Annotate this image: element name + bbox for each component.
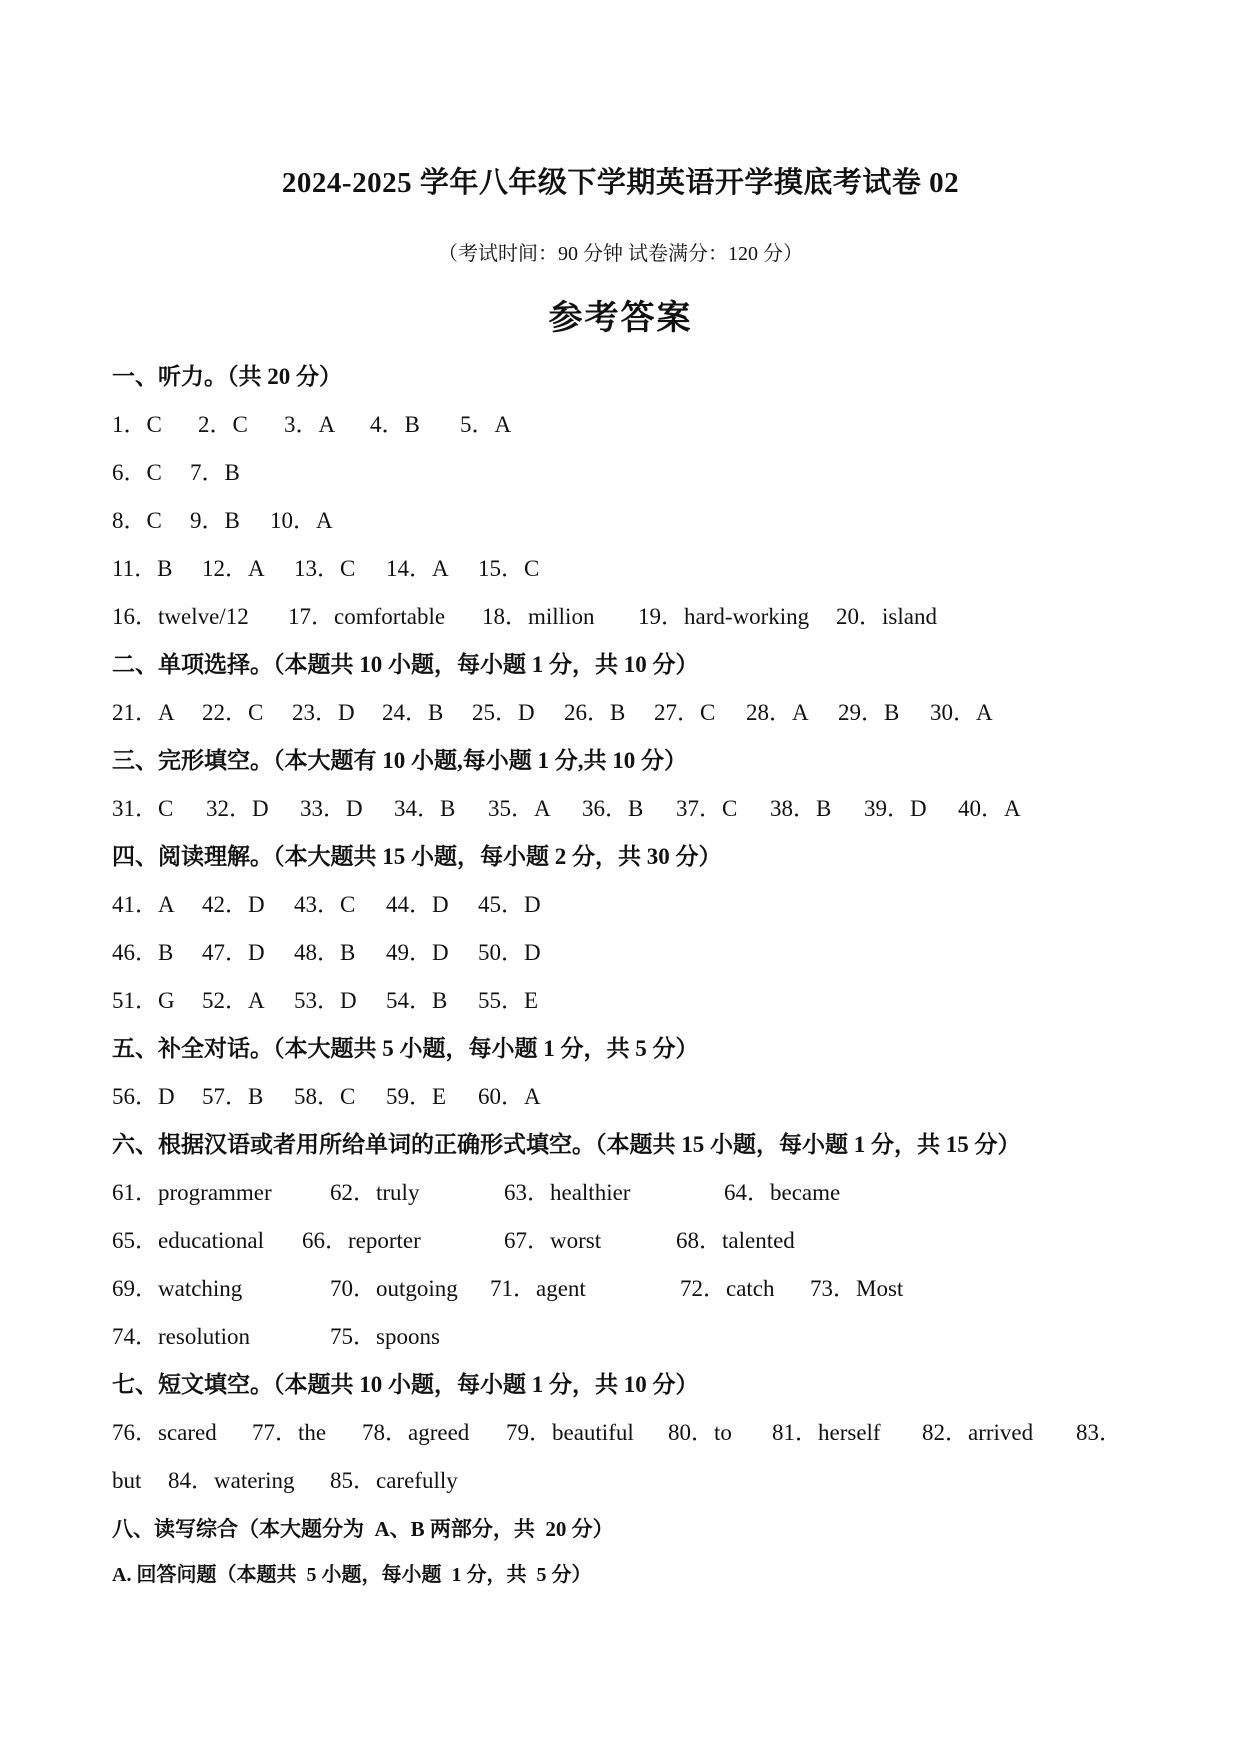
- answer-item: 85．carefully: [330, 1468, 458, 1493]
- section-heading-word-forms: 六、根据汉语或者用所给单词的正确形式填空。（本题共 15 小题，每小题 1 分，共 15 分）: [112, 1132, 1021, 1157]
- answer-item: 72．catch: [680, 1276, 775, 1301]
- section-heading-reading: 四、阅读理解。（本大题共 15 小题，每小题 2 分，共 30 分）: [112, 844, 722, 869]
- answer-item: 57．B: [202, 1084, 264, 1109]
- answer-item: 26．B: [564, 700, 626, 725]
- answer-item: 17．comfortable: [288, 604, 446, 629]
- answer-item: 49．D: [386, 940, 449, 965]
- answer-item: 19．hard-working: [638, 604, 810, 629]
- answer-item: 77．the: [252, 1420, 327, 1445]
- answer-item: 28．A: [746, 700, 809, 725]
- answer-item: 18．million: [482, 604, 595, 629]
- answer-item: 80．to: [668, 1420, 732, 1445]
- answer-item: 25．D: [472, 700, 535, 725]
- answer-item: 32．D: [206, 796, 269, 821]
- answer-item: 38．B: [770, 796, 832, 821]
- answer-item: 43．C: [294, 892, 356, 917]
- answer-item: 50．D: [478, 940, 541, 965]
- answer-item: 81．herself: [772, 1420, 881, 1445]
- answer-item: 53．D: [294, 988, 357, 1013]
- answer-item: 75．spoons: [330, 1324, 440, 1349]
- answer-item: 13．C: [294, 556, 356, 581]
- answer-item: 15．C: [478, 556, 540, 581]
- answer-item: 68．talented: [676, 1228, 795, 1253]
- answer-item: 66．reporter: [302, 1228, 421, 1253]
- answer-item: 5．A: [460, 412, 512, 437]
- section-heading-single-choice: 二、单项选择。（本题共 10 小题，每小题 1 分，共 10 分）: [112, 652, 699, 677]
- answer-item: 79．beautiful: [506, 1420, 634, 1445]
- answer-item: 37．C: [676, 796, 738, 821]
- answer-item: 8．C: [112, 508, 162, 533]
- answer-item: 20．island: [836, 604, 937, 629]
- answer-item: 41．A: [112, 892, 175, 917]
- answer-item: 36．B: [582, 796, 644, 821]
- answer-item: 60．A: [478, 1084, 541, 1109]
- answer-item: 73．Most: [810, 1276, 904, 1301]
- answer-item: 67．worst: [504, 1228, 602, 1253]
- answer-item: 55．E: [478, 988, 539, 1013]
- answer-item: 40．A: [958, 796, 1021, 821]
- answer-item: 82．arrived: [922, 1420, 1034, 1445]
- answer-item: 21．A: [112, 700, 175, 725]
- answer-item: 14．A: [386, 556, 449, 581]
- answer-item: 58．C: [294, 1084, 356, 1109]
- section-heading-listening: 一、听力。（共 20 分）: [112, 364, 342, 389]
- section-heading-read-write: 八、读写综合（本大题分为 A、B 两部分，共 20 分）: [112, 1517, 614, 1541]
- answer-item: 51．G: [112, 988, 175, 1013]
- answer-item: 71．agent: [490, 1276, 586, 1301]
- answer-item: 22．C: [202, 700, 264, 725]
- answer-item: 78．agreed: [362, 1420, 470, 1445]
- answer-item: 69．watching: [112, 1276, 243, 1301]
- answer-item: 54．B: [386, 988, 448, 1013]
- section-heading-passage-fill: 七、短文填空。（本题共 10 小题，每小题 1 分，共 10 分）: [112, 1372, 699, 1397]
- section-heading-dialogue: 五、补全对话。（本大题共 5 小题，每小题 1 分，共 5 分）: [112, 1036, 699, 1061]
- answer-item: 35．A: [488, 796, 551, 821]
- answer-item: 31．C: [112, 796, 174, 821]
- answer-item: 12．A: [202, 556, 265, 581]
- answer-item: 29．B: [838, 700, 900, 725]
- answer-item: 62．truly: [330, 1180, 420, 1205]
- answer-item: 46．B: [112, 940, 174, 965]
- answer-item: 63．healthier: [504, 1180, 631, 1205]
- answer-item: 30．A: [930, 700, 993, 725]
- answer-item: 10．A: [270, 508, 333, 533]
- answer-item: 70．outgoing: [330, 1276, 458, 1301]
- answer-item: 23．D: [292, 700, 355, 725]
- answer-item: 42．D: [202, 892, 265, 917]
- answer-item: 56．D: [112, 1084, 175, 1109]
- answer-item: 61．programmer: [112, 1180, 272, 1205]
- answer-item: 39．D: [864, 796, 927, 821]
- answer-item: 84．watering: [168, 1468, 295, 1493]
- answer-item: 11．B: [112, 556, 173, 581]
- answer-item: 9．B: [190, 508, 240, 533]
- answer-item: 65．educational: [112, 1228, 265, 1253]
- subsection-heading-questions: A. 回答问题（本题共 5 小题，每小题 1 分，共 5 分）: [112, 1564, 592, 1586]
- answer-item: 3．A: [284, 412, 336, 437]
- answer-item: but: [112, 1468, 142, 1493]
- section-heading-cloze: 三、完形填空。（本大题有 10 小题,每小题 1 分,共 10 分）: [112, 748, 687, 773]
- answer-item: 1．C: [112, 412, 162, 437]
- answer-item: 74．resolution: [112, 1324, 250, 1349]
- answer-item: 2．C: [198, 412, 248, 437]
- answer-item: 27．C: [654, 700, 716, 725]
- answer-item: 44．D: [386, 892, 449, 917]
- answer-item: 52．A: [202, 988, 265, 1013]
- answer-item: 45．D: [478, 892, 541, 917]
- answer-item: 83．: [1076, 1420, 1122, 1445]
- page-title: 2024-2025 学年八年级下学期英语开学摸底考试卷 02: [281, 167, 960, 199]
- answer-item: 6．C: [112, 460, 162, 485]
- answer-item: 16．twelve/12: [112, 604, 249, 629]
- answer-item: 24．B: [382, 700, 444, 725]
- answer-item: 4．B: [370, 412, 420, 437]
- answer-item: 33．D: [300, 796, 363, 821]
- answer-item: 59．E: [386, 1084, 447, 1109]
- answer-heading: 参考答案: [548, 300, 693, 337]
- answer-item: 76．scared: [112, 1420, 217, 1445]
- exam-info: （考试时间：90 分钟 试卷满分：120 分）: [438, 243, 803, 265]
- answer-item: 34．B: [394, 796, 456, 821]
- answer-item: 7．B: [190, 460, 240, 485]
- answer-item: 64．became: [724, 1180, 841, 1205]
- answer-item: 47．D: [202, 940, 265, 965]
- answer-item: 48．B: [294, 940, 356, 965]
